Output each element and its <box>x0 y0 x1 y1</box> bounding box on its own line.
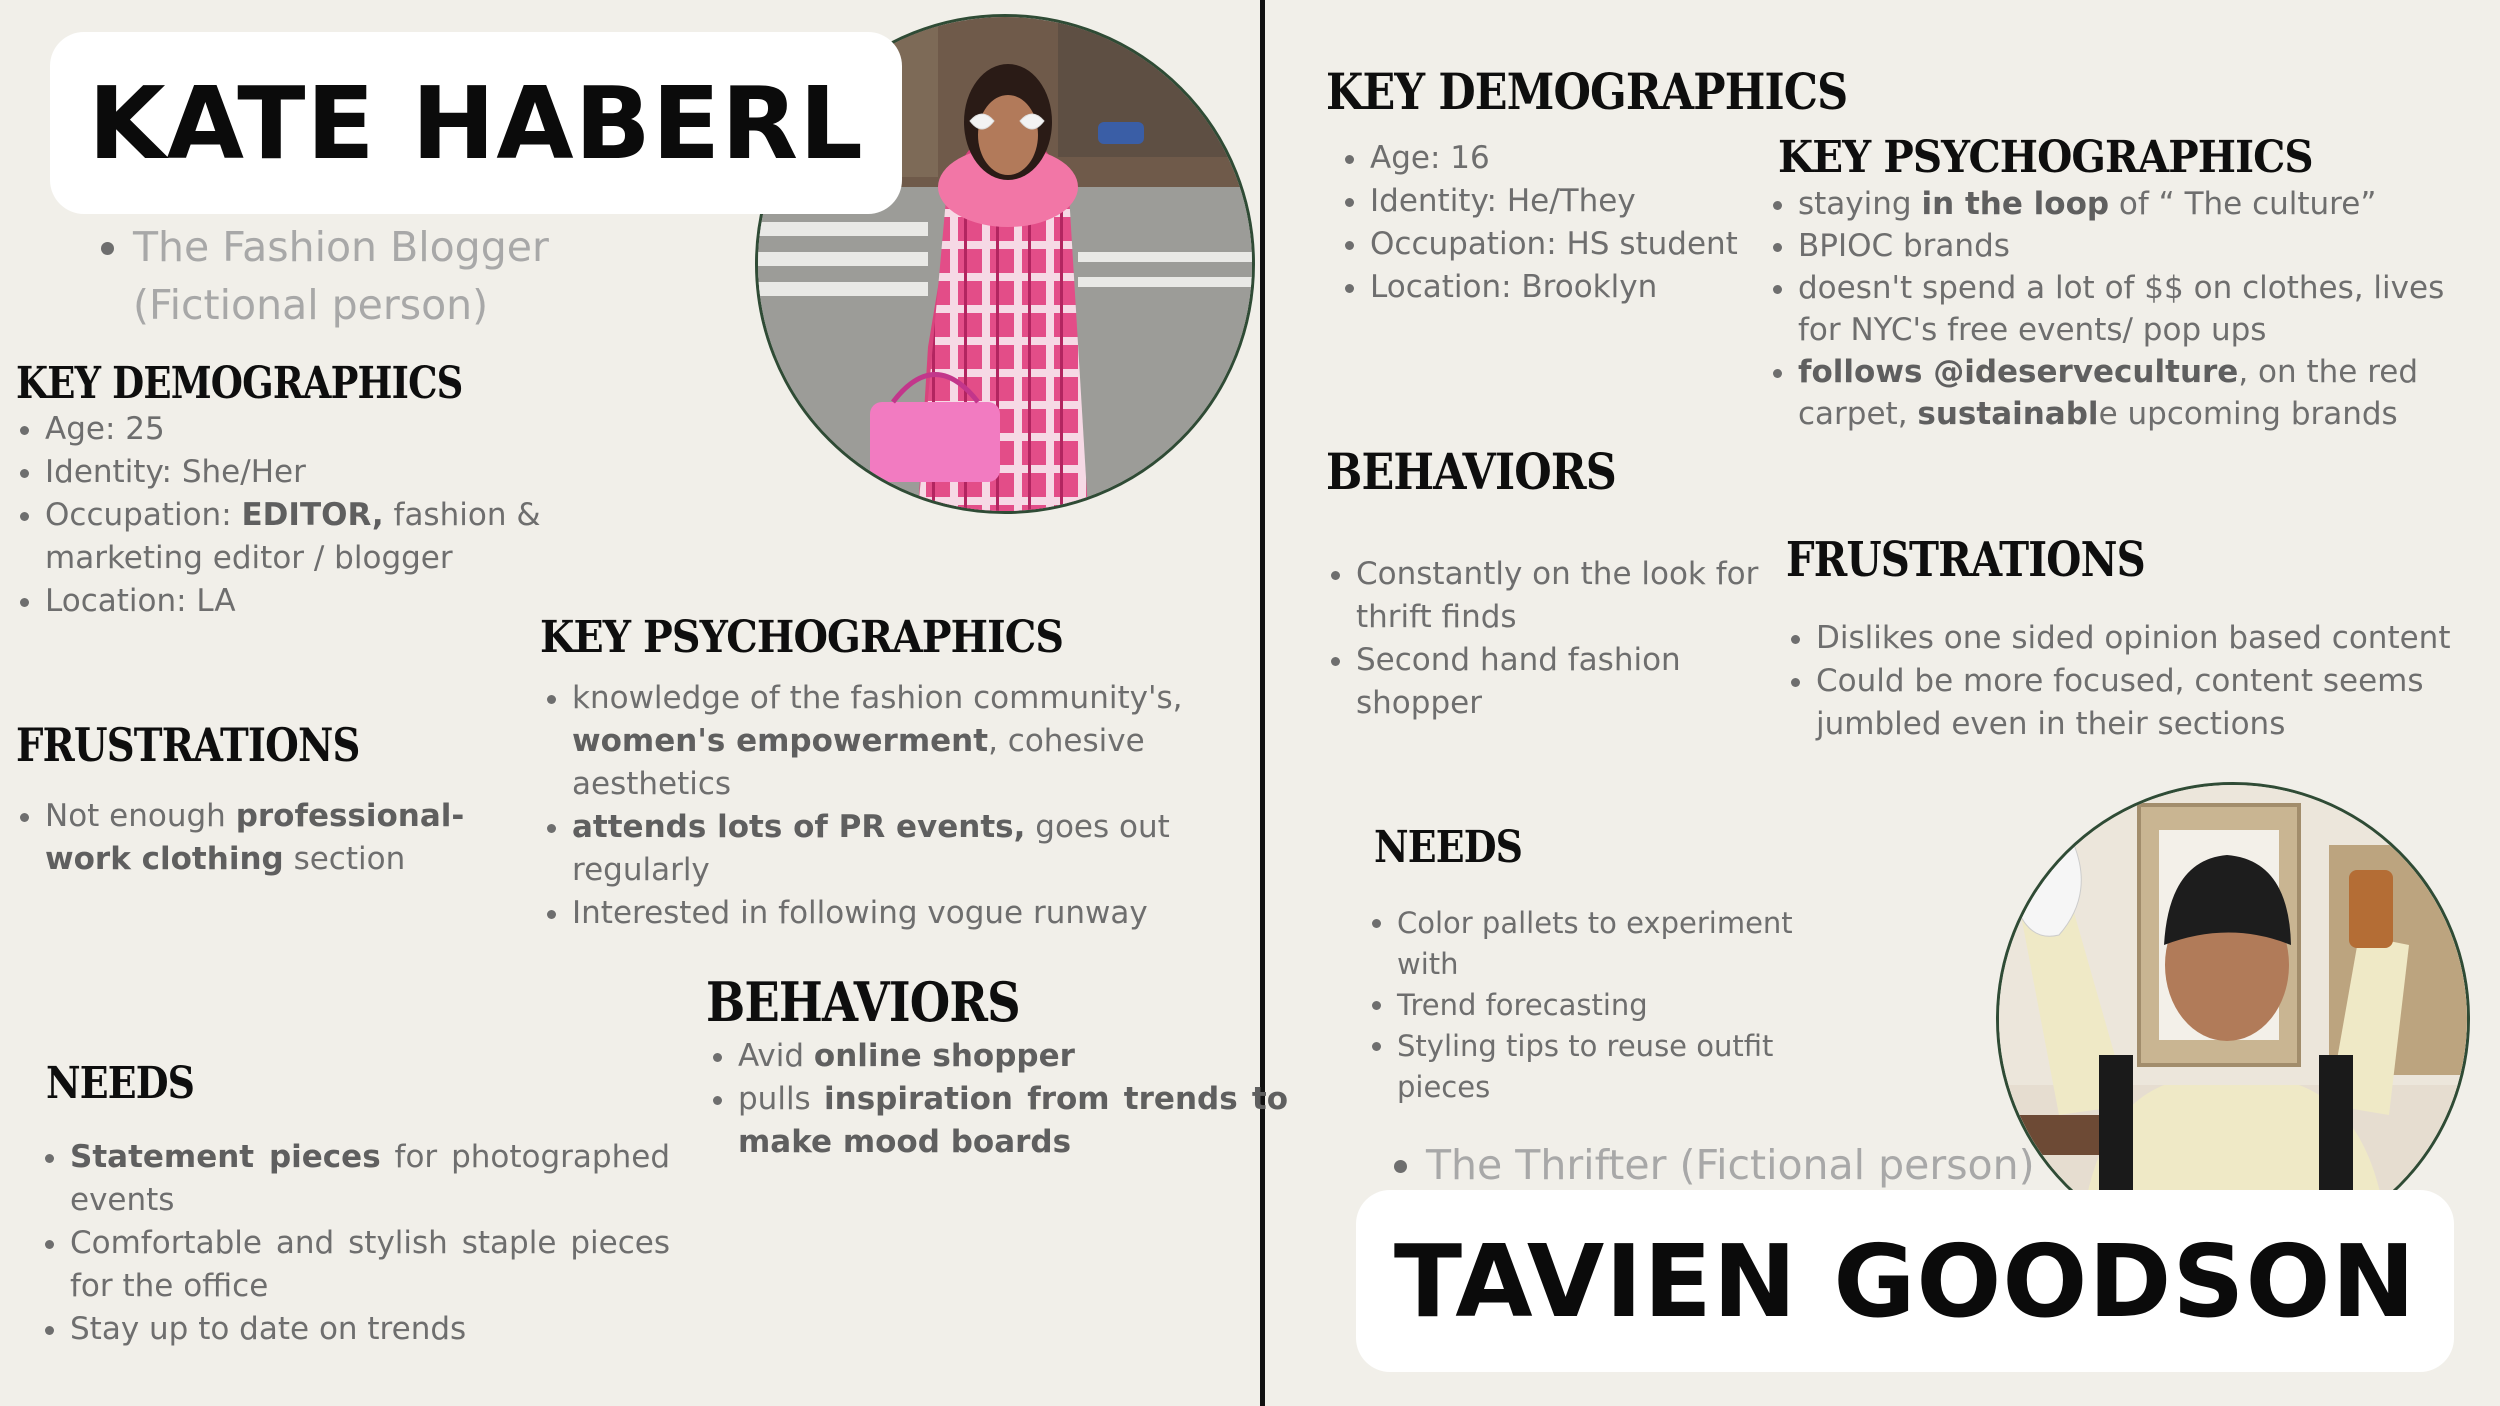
kate-name: KATE HABERL <box>88 64 864 182</box>
tavien-demographics-list <box>1340 137 1790 309</box>
kate-psycho-item-2-rest: goes out regularly <box>572 809 1170 888</box>
kate-occupation-bold: EDITOR, <box>241 497 384 533</box>
tavien-demographics-heading: KEY DEMOGRAPHICS <box>1326 62 1848 121</box>
kate-psycho-item-2 <box>572 806 1272 892</box>
tavien-behaviors-list <box>1326 553 1776 725</box>
kate-frustrations-list <box>15 795 485 881</box>
tavien-need-item-2: • Trend forecasting <box>1397 985 1827 1026</box>
kate-behavior-item-2 <box>738 1078 1288 1164</box>
kate-location: • Location: LA <box>45 580 565 623</box>
kate-need-item-3: • Stay up to date on trends <box>70 1308 670 1351</box>
tavien-psycho-item-1-bold: in the loop <box>1921 186 2110 222</box>
tavien-psycho-item-4b: e upcoming brands <box>2098 396 2398 432</box>
tavien-frustration-item-1: • Dislikes one sided opinion based content <box>1816 617 2456 660</box>
kate-subtitle-item <box>133 218 693 334</box>
kate-occupation-rest: fashion & marketing editor / blogger <box>45 497 541 576</box>
kate-occupation <box>45 494 565 580</box>
kate-frustration-item-1a: Not enough <box>45 798 236 834</box>
kate-frustration-item-1 <box>45 795 485 881</box>
tavien-psycho-item-3: • doesn't spend a lot of $$ on clothes, lives for NYC's free events/ pop ups <box>1798 267 2488 351</box>
kate-need-item-1-rest: for photographed events <box>70 1139 670 1218</box>
kate-psycho-item-3: • Interested in following vogue runway <box>572 892 1272 935</box>
tavien-name-card <box>1356 1190 2454 1372</box>
tavien-psychographics-heading: KEY PSYCHOGRAPHICS <box>1778 132 2313 183</box>
kate-subtitle-line2: (Fictional person) <box>133 281 489 329</box>
tavien-psychographics-list <box>1768 183 2488 435</box>
kate-subtitle-line1: The Fashion Blogger <box>133 223 549 271</box>
tavien-occupation: • Occupation: HS student <box>1370 223 1790 266</box>
tavien-subtitle <box>1380 1136 2146 1194</box>
tavien-age: • Age: 16 <box>1370 137 1790 180</box>
kate-behavior-item-2-bold: inspiration from trends to make mood boards <box>738 1081 1288 1160</box>
kate-behavior-item-1 <box>738 1035 1288 1078</box>
tavien-psycho-item-2: • BPIOC brands <box>1798 225 2488 267</box>
kate-psycho-item-1b: , cohesive aesthetics <box>572 723 1145 802</box>
tavien-name: TAVIEN GOODSON <box>1393 1222 2417 1340</box>
tavien-behaviors-heading: BEHAVIORS <box>1326 442 1616 501</box>
tavien-frustrations-list <box>1786 617 2456 746</box>
tavien-needs-heading: NEEDS <box>1374 822 1523 873</box>
tavien-frustrations-heading: FRUSTRATIONS <box>1786 532 2145 588</box>
tavien-psycho-item-4-bold2: sustainabl <box>1917 396 2099 432</box>
kate-psycho-item-1 <box>572 677 1272 806</box>
tavien-identity: • Identity: He/They <box>1370 180 1790 223</box>
tavien-psycho-item-1a: staying <box>1798 186 1922 222</box>
kate-psychographics-list <box>542 677 1272 935</box>
tavien-psycho-item-4a: , on the red carpet, <box>1798 354 2419 432</box>
kate-identity: • Identity: She/Her <box>45 451 565 494</box>
kate-need-item-1 <box>70 1136 670 1222</box>
tavien-frustration-item-2: • Could be more focused, content seems jumbled even in their sections <box>1816 660 2456 746</box>
kate-occupation-prefix: Occupation: <box>45 497 242 533</box>
kate-need-item-2: • Comfortable and stylish staple pieces for the office <box>70 1222 670 1308</box>
tavien-psycho-item-1 <box>1798 183 2488 225</box>
kate-psychographics-heading: KEY PSYCHOGRAPHICS <box>540 612 1064 663</box>
kate-frustration-item-1-bold: professional-work clothing <box>45 798 465 877</box>
kate-frustrations-heading: FRUSTRATIONS <box>16 718 360 772</box>
tavien-behavior-item-1: • Constantly on the look for thrift finds <box>1356 553 1776 639</box>
tavien-psycho-item-4 <box>1798 351 2488 435</box>
tavien-needs-list <box>1367 903 1827 1108</box>
kate-psycho-item-1-bold: women's empowerment <box>572 723 989 759</box>
kate-behaviors-heading: BEHAVIORS <box>706 970 1020 1034</box>
tavien-psycho-item-4-bold: follows @ideserveculture <box>1798 354 2239 390</box>
kate-needs-list <box>40 1136 670 1351</box>
tavien-need-item-3: • Styling tips to reuse outfit pieces <box>1397 1026 1827 1108</box>
tavien-psycho-item-1b: of “ The culture” <box>2109 186 2377 222</box>
kate-name-card <box>50 32 902 214</box>
kate-need-item-1-bold: Statement pieces <box>70 1139 381 1175</box>
kate-behavior-item-1a: Avid <box>738 1038 814 1074</box>
kate-psycho-item-1a: knowledge of the fashion community's, <box>572 680 1183 716</box>
kate-frustration-item-1b: section <box>283 841 406 877</box>
tavien-subtitle-item: • The Thrifter (Fictional person) <box>1426 1136 2146 1194</box>
kate-age: • Age: 25 <box>45 408 565 451</box>
tavien-need-item-1: • Color pallets to experiment with <box>1397 903 1827 985</box>
tavien-behavior-item-2: • Second hand fashion shopper <box>1356 639 1776 725</box>
kate-needs-heading: NEEDS <box>46 1058 195 1109</box>
tavien-location: • Location: Brooklyn <box>1370 266 1790 309</box>
kate-psycho-item-2-bold: attends lots of PR events, <box>572 809 1026 845</box>
kate-behaviors-list <box>708 1035 1288 1164</box>
kate-behavior-item-2a: pulls <box>738 1081 824 1117</box>
kate-demographics-list <box>15 408 565 623</box>
kate-behavior-item-1-bold: online shopper <box>813 1038 1075 1074</box>
kate-demographics-heading: KEY DEMOGRAPHICS <box>16 358 463 409</box>
kate-subtitle <box>103 218 693 334</box>
